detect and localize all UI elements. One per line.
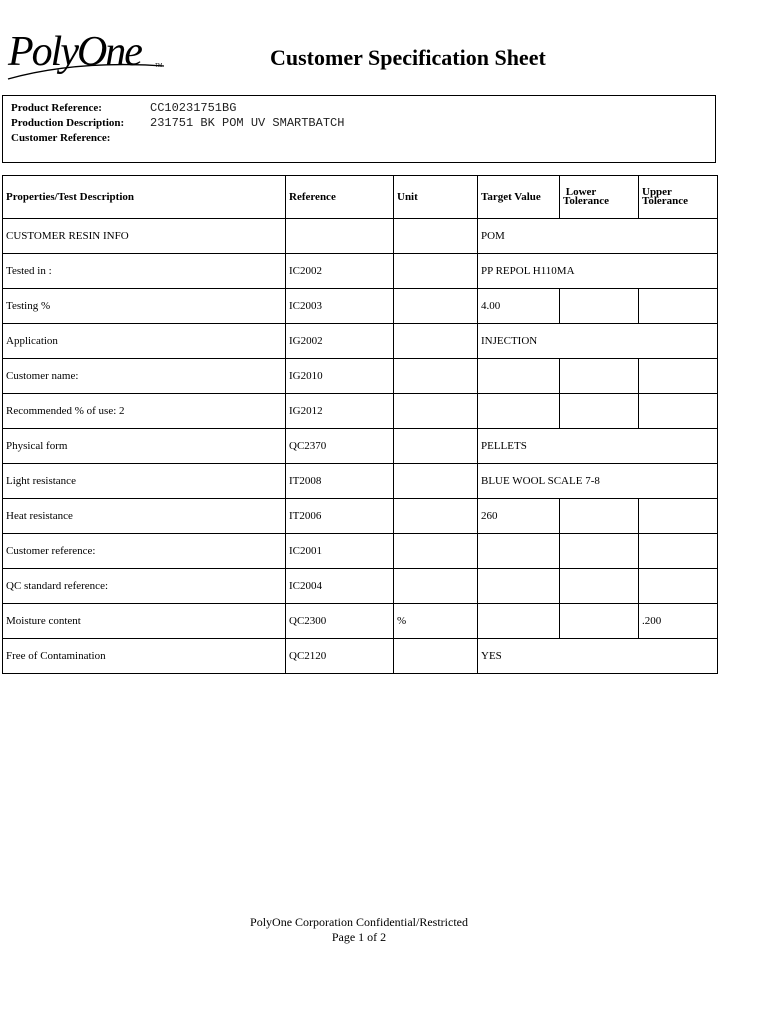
cell-lower-tolerance	[560, 359, 639, 394]
cell-reference: IC2004	[286, 569, 394, 604]
cell-target-value: PELLETS	[478, 429, 718, 464]
cell-unit: %	[394, 604, 478, 639]
table-row	[3, 394, 718, 429]
column-header: Reference	[286, 176, 394, 219]
cell-reference: QC2370	[286, 429, 394, 464]
cell-target-value	[478, 359, 560, 394]
cell-description: QC standard reference:	[3, 569, 286, 604]
cell-reference: IC2002	[286, 254, 394, 289]
production-description-label: Production Description:	[11, 117, 125, 129]
cell-upper-tolerance	[639, 289, 718, 324]
cell-target-value: 4.00	[478, 289, 560, 324]
column-header: Upper Tolerance	[639, 176, 718, 219]
cell-reference: IG2012	[286, 394, 394, 429]
cell-upper-tolerance	[639, 359, 718, 394]
cell-description: Moisture content	[3, 604, 286, 639]
cell-unit	[394, 289, 478, 324]
cell-description: Physical form	[3, 429, 286, 464]
cell-description: Customer name:	[3, 359, 286, 394]
cell-description: Recommended % of use: 2	[3, 394, 286, 429]
cell-lower-tolerance	[560, 499, 639, 534]
table-row	[3, 464, 718, 499]
cell-reference: IT2008	[286, 464, 394, 499]
cell-upper-tolerance: .200	[639, 604, 718, 639]
cell-target-value: BLUE WOOL SCALE 7-8	[478, 464, 718, 499]
table-row	[3, 324, 718, 359]
table-header-row	[3, 176, 718, 219]
cell-target-value	[478, 534, 560, 569]
page-title: Customer Specification Sheet	[270, 45, 546, 70]
cell-unit	[394, 639, 478, 674]
cell-lower-tolerance	[560, 569, 639, 604]
cell-reference	[286, 219, 394, 254]
cell-lower-tolerance	[560, 394, 639, 429]
cell-unit	[394, 534, 478, 569]
cell-unit	[394, 429, 478, 464]
customer-reference-label: Customer Reference:	[11, 132, 111, 144]
table-row	[3, 254, 718, 289]
cell-unit	[394, 499, 478, 534]
cell-description: Heat resistance	[3, 499, 286, 534]
cell-upper-tolerance	[639, 499, 718, 534]
cell-reference: IT2006	[286, 499, 394, 534]
cell-target-value: YES	[478, 639, 718, 674]
polyone-logo	[6, 30, 166, 82]
cell-reference: QC2300	[286, 604, 394, 639]
cell-target-value: PP REPOL H110MA	[478, 254, 718, 289]
cell-reference: IG2002	[286, 324, 394, 359]
cell-unit	[394, 464, 478, 499]
cell-unit	[394, 569, 478, 604]
cell-target-value: POM	[478, 219, 718, 254]
product-reference-label: Product Reference:	[11, 102, 102, 114]
product-reference-value: CC10231751BG	[150, 101, 237, 115]
column-header: Properties/Test Description	[3, 176, 286, 219]
cell-target-value: INJECTION	[478, 324, 718, 359]
cell-description: Tested in :	[3, 254, 286, 289]
cell-unit	[394, 219, 478, 254]
cell-lower-tolerance	[560, 289, 639, 324]
specification-table	[2, 175, 718, 674]
cell-unit	[394, 394, 478, 429]
column-header: Lower Tolerance	[560, 176, 639, 219]
reference-box	[2, 95, 716, 163]
cell-target-value	[478, 569, 560, 604]
cell-lower-tolerance	[560, 534, 639, 569]
production-description-value: 231751 BK POM UV SMARTBATCH	[150, 116, 345, 130]
cell-target-value	[478, 604, 560, 639]
cell-upper-tolerance	[639, 394, 718, 429]
cell-description: Application	[3, 324, 286, 359]
cell-lower-tolerance	[560, 604, 639, 639]
cell-target-value	[478, 394, 560, 429]
page-number: Page 1 of 2	[331, 930, 387, 944]
cell-description: Testing %	[3, 289, 286, 324]
confidentiality-notice: PolyOne Corporation Confidential/Restricted	[250, 915, 468, 929]
cell-upper-tolerance	[639, 534, 718, 569]
table-row	[3, 569, 718, 604]
table-row	[3, 359, 718, 394]
table-row	[3, 604, 718, 639]
cell-reference: IG2010	[286, 359, 394, 394]
cell-unit	[394, 359, 478, 394]
table-row	[3, 534, 718, 569]
logo-wordmark: PolyOne	[8, 29, 141, 75]
column-header: Unit	[394, 176, 478, 219]
logo-trademark: TM	[155, 63, 163, 69]
table-row	[3, 219, 718, 254]
cell-description: CUSTOMER RESIN INFO	[3, 219, 286, 254]
cell-target-value: 260	[478, 499, 560, 534]
cell-unit	[394, 324, 478, 359]
table-row	[3, 289, 718, 324]
cell-description: Light resistance	[3, 464, 286, 499]
table-row	[3, 429, 718, 464]
cell-upper-tolerance	[639, 569, 718, 604]
cell-reference: IC2001	[286, 534, 394, 569]
cell-reference: QC2120	[286, 639, 394, 674]
cell-unit	[394, 254, 478, 289]
cell-description: Free of Contamination	[3, 639, 286, 674]
cell-description: Customer reference:	[3, 534, 286, 569]
cell-reference: IC2003	[286, 289, 394, 324]
table-row	[3, 639, 718, 674]
table-row	[3, 499, 718, 534]
column-header: Target Value	[478, 176, 560, 219]
